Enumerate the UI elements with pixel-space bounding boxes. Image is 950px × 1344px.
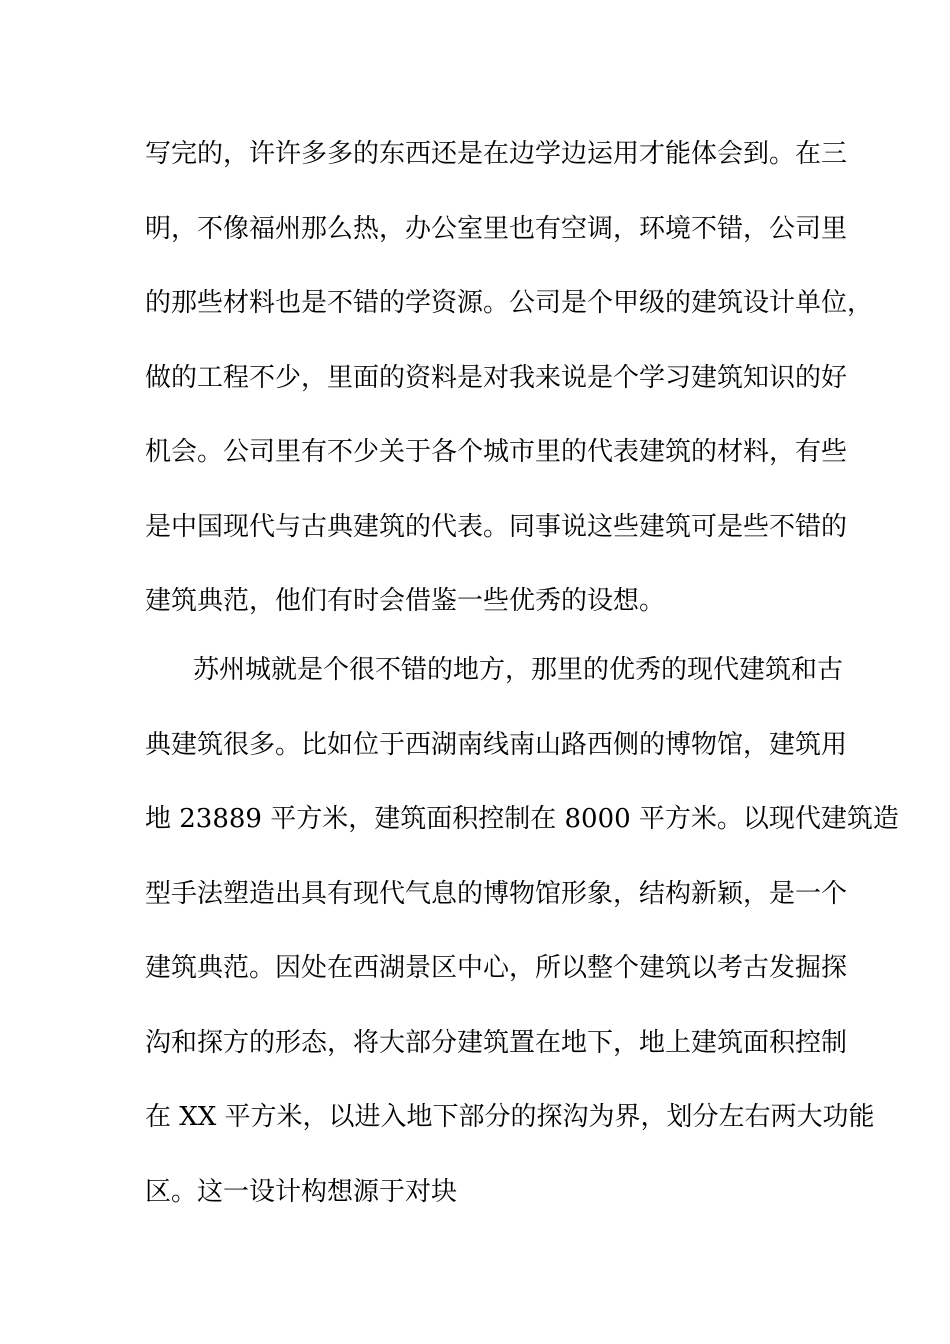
paragraph-line: 在 XX 平方米，以进入地下部分的探沟为界，划分左右两大功能 <box>145 1102 875 1132</box>
paragraph-1 <box>145 132 874 654</box>
paragraph-line: 明，不像福州那么热，办公室里也有空调，环境不错，公司里 <box>145 213 848 244</box>
paragraph-line: 建筑典范。因处在西湖景区中心，所以整个建筑以考古发掘探 <box>145 953 848 983</box>
paragraph-line: 的那些材料也是不错的学资源。公司是个甲级的建筑设计单位， <box>145 288 874 318</box>
paragraph-line: 沟和探方的形态，将大部分建筑置在地下，地上建筑面积控制 <box>145 1027 848 1058</box>
paragraph-line: 写完的，许许多多的东西还是在边学边运用才能体会到。在三 <box>145 139 848 169</box>
paragraph-line: 型手法塑造出具有现代气息的博物馆形象，结构新颖，是一个 <box>145 878 848 909</box>
paragraph-2 <box>145 648 899 1244</box>
paragraph-line: 地 23889 平方米，建筑面积控制在 8000 平方米。以现代建筑造 <box>145 804 899 834</box>
paragraph-line: 苏州城就是个很不错的地方，那里的优秀的现代建筑和古 <box>193 655 844 685</box>
paragraph-line: 建筑典范，他们有时会借鉴一些优秀的设想。 <box>145 586 666 616</box>
paragraph-line: 典建筑很多。比如位于西湖南线南山路西侧的博物馆，建筑用 <box>145 729 848 760</box>
paragraph-line: 区。这一设计构想源于对块 <box>145 1176 458 1207</box>
paragraph-line: 机会。公司里有不少关于各个城市里的代表建筑的材料，有些 <box>145 437 848 467</box>
paragraph-line: 做的工程不少，里面的资料是对我来说是个学习建筑知识的好 <box>145 362 848 393</box>
paragraph-line: 是中国现代与古典建筑的代表。同事说这些建筑可是些不错的 <box>145 511 848 542</box>
